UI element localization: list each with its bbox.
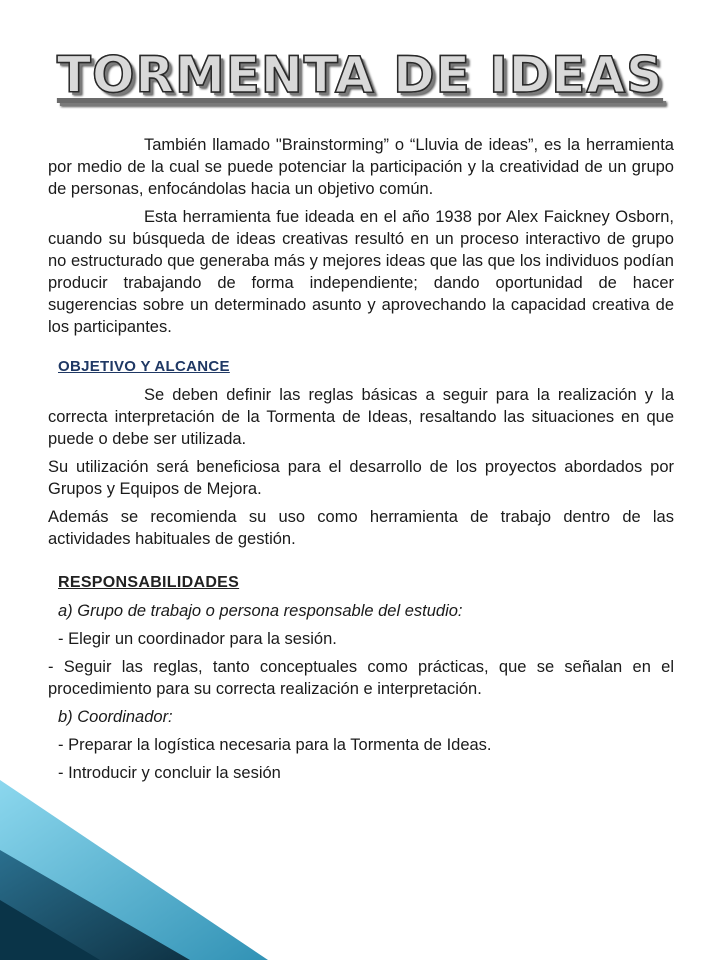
page-title: TORMENTA DE IDEAS	[56, 46, 664, 104]
document-body	[48, 134, 674, 784]
intro-paragraph-1: También llamado "Brainstorming” o “Lluvia de ideas”, es la herramienta por medio de la cual se puede potenciar la participación y la creatividad de un grupo de personas, enfocándolas hacia un objetivo común.	[48, 136, 674, 198]
section-heading-objetivo: OBJETIVO Y ALCANCE	[58, 358, 230, 375]
corner-decoration	[0, 760, 280, 960]
responsabilidad-a-item-1: - Elegir un coordinador para la sesión.	[58, 630, 337, 648]
responsabilidad-a-item-2: - Seguir las reglas, tanto conceptuales como prácticas, que se señalan en el procedimiento para su correcta realización e interpretación.	[48, 658, 674, 698]
responsabilidad-b-item-1: - Preparar la logística necesaria para la Tormenta de Ideas.	[58, 736, 492, 754]
responsabilidad-b-label: b) Coordinador:	[58, 708, 173, 726]
objetivo-paragraph-1: Se deben definir las reglas básicas a seguir para la realización y la correcta interpretación de la Tormenta de Ideas, resaltando las situaciones en que puede o debe ser utilizada.	[48, 386, 674, 448]
responsabilidad-b-item-2: - Introducir y concluir la sesión	[58, 764, 281, 782]
intro-paragraph-2: Esta herramienta fue ideada en el año 1938 por Alex Faickney Osborn, cuando su búsqueda de ideas creativas resultó en un proceso interactivo de grupo no estructurado que generaba más y mejores ideas que las que los individuos podían producir trabajando de forma independiente; dando oportunidad de hacer sugerencias sobre un determinado asunto y aprovechando la capacidad creativa de los participantes.	[48, 208, 674, 336]
objetivo-paragraph-2: Su utilización será beneficiosa para el desarrollo de los proyectos abordados por Grupos y Equipos de Mejora.	[48, 458, 674, 498]
objetivo-paragraph-3: Además se recomienda su uso como herramienta de trabajo dentro de las actividades habituales de gestión.	[48, 508, 674, 548]
section-heading-responsabilidades: RESPONSABILIDADES	[58, 574, 240, 591]
responsabilidad-a-label: a) Grupo de trabajo o persona responsable del estudio:	[58, 602, 463, 620]
